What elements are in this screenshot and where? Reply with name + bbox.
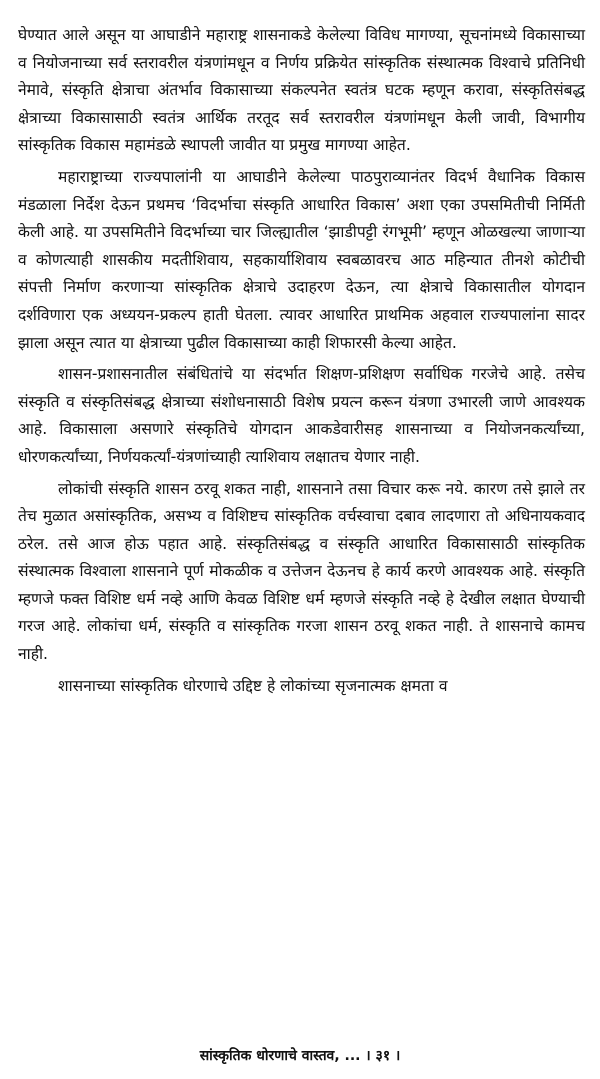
paragraph-5: शासनाच्या सांस्कृतिक धोरणाचे उद्दिष्ट हे लोकांच्या सृजनात्मक क्षमता व [58, 676, 448, 695]
paragraph-3: शासन-प्रशासनातील संबंधितांचे या संदर्भात शिक्षण-प्रशिक्षण सर्वाधिक गरजेचे आहे. तसेच संस्कृति व संस्कृतिसंबद्ध क्षेत्राच्या संशोधनासाठी विशेष प्रयत्न करून यंत्रणा उभारली जाणे आवश्यक आहे. विकासाला असणारे संस्कृतिचे योगदान आकडेवारीसह शासनाच्या व नियोजनकर्त्यांच्या, धोरणकर्त्यांच्या, निर्णयकर्त्यां-यंत्रणांच्याही त्याशिवाय लक्षातच येणार नाही. [18, 365, 585, 466]
paragraph-4: लोकांची संस्कृति शासन ठरवू शकत नाही, शासनाने तसा विचार करू नये. कारण तसे झाले तर तेच मुळात असांस्कृतिक, असभ्य व विशिष्टच सांस्कृतिक वर्चस्वाचा दबाव लादणारा तो अधिनायकवाद ठरेल. तसे आज होऊ पहात आहे. संस्कृतिसंबद्ध व संस्कृति आधारित विकासासाठी सांस्कृतिक संस्थात्मक विश्वाला शासनाने पूर्ण मोकळीक व उत्तेजन देऊनच हे कार्य करणे आवश्यक आहे. संस्कृति म्हणजे फक्त विशिष्ट धर्म नव्हे आणि केवळ विशिष्ट धर्म म्हणजे संस्कृति नव्हे हे देखील लक्षात घेण्याची गरज आहे. लोकांचा धर्म, संस्कृति व सांस्कृतिक गरजा शासन ठरवू शकत नाही. ते शासनाचे कामच नाही. [18, 479, 585, 664]
paragraph-1: घेण्यात आले असून या आघाडीने महाराष्ट्र शासनाकडे केलेल्या विविध मागण्या, सूचनांमध्ये विकासाच्या व नियोजनाच्या सर्व स्तरावरील यंत्रणांमधून व निर्णय प्रक्रियेत सांस्कृतिक संस्थात्मक विश्वाचे प्रतिनिधी नेमावे, संस्कृति क्षेत्राचा अंतर्भाव विकासाच्या संकल्पनेत स्वतंत्र घटक म्हणून करावा, संस्कृतिसंबद्ध क्षेत्राच्या विकासासाठी स्वतंत्र आर्थिक तरतूद सर्व स्तरावरील यंत्रणांमधून केली जावी, विभागीय सांस्कृतिक विकास महामंडळे स्थापली जावीत या प्रमुख मागण्या आहेत. [18, 26, 585, 155]
document-body [18, 22, 585, 704]
paragraph-2: महाराष्ट्राच्या राज्यपालांनी या आघाडीने केलेल्या पाठपुराव्यानंतर विदर्भ वैधानिक विकास मंडळाला निर्देश देऊन प्रथमच ‘विदर्भाचा संस्कृति आधारित विकास’ अशा एका उपसमितीची निर्मिती केली आहे. या उपसमितीने विदर्भाच्या चार जिल्ह्यातील ‘झाडीपट्टी रंगभूमी’ म्हणून ओळखल्या जाणाऱ्या व कोणत्याही शासकीय मदतीशिवाय, सहकार्याशिवाय स्वबळावरच आठ महिन्यात तीनशे कोटीची संपत्ती निर्माण करणाऱ्या सांस्कृतिक क्षेत्राचे उदाहरण देऊन, त्या क्षेत्राचे विकासातील योगदान दर्शविणारा एक अध्ययन-प्रकल्प हाती घेतला. त्यावर आधारित प्राथमिक अहवाल राज्यपालांना सादर झाला असून त्यात या क्षेत्राच्या पुढील विकासाच्या काही शिफारसी केल्या आहेत. [18, 167, 585, 352]
page-footer: सांस्कृतिक धोरणाचे वास्तव, ... । ३१ । [199, 1048, 401, 1064]
